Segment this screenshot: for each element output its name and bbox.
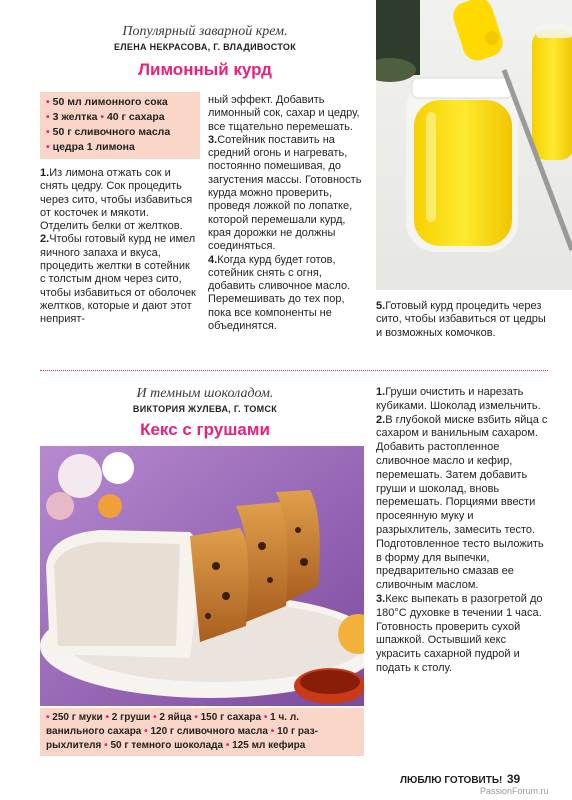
pear-cake-photo [40, 446, 364, 706]
magazine-name: ЛЮБЛЮ ГОТОВИТЬ! [400, 775, 503, 786]
recipe1-column-3 [376, 300, 548, 340]
step: 3.Кекс выпекать в разогретой до 180°С духовке в течении 1 часа. Готовность проверить сухой шпажкой. Остывший кекс украсить сахарной пудрой и подать к столу. [376, 592, 543, 674]
ingredient-line: ванильного сахара • 120 г сливочного масла • 10 г раз- [46, 726, 318, 737]
step: 4.Когда курд будет готов, сотейник снять с огня, добавить сливочное масло. Перемешивать до тех пор, пока все компоненты не объединятся. [208, 253, 351, 333]
step: 2.В глубокой миске взбить яйца с сахаром и ванильным сахаром. Добавить растопленное сливочное масло и кефир, перемешать. Затем добавить груши и шоколад, вновь перемешать. Порциями ввести просеянную муку и разрыхлитель, замесить тесто. Подготовленное тесто выложить в форму для выпечки, предварительно смазав ее сливочным маслом. [376, 413, 548, 592]
recipe1-title: Лимонный курд [138, 60, 272, 79]
ingredient-line: рыхлителя • 50 г темного шоколада • 125 мл кефира [46, 740, 306, 751]
watermark: PassionForum.ru [480, 786, 549, 796]
recipe1-intro: Популярный заварной крем. [122, 24, 288, 39]
step: 1.Груши очистить и нарезать кубиками. Шоколад измельчить. [376, 386, 541, 412]
recipe1-column-2 [208, 94, 368, 333]
recipe1-ingredients [40, 92, 200, 159]
lemon-curd-photo [376, 0, 572, 290]
step: 5.Готовый курд процедить через сито, чтобы избавиться от цедры и возможных комочков. [376, 300, 546, 339]
recipe2-title: Кекс с грушами [140, 420, 270, 439]
recipe1-column-1 [40, 167, 198, 327]
page-number: 39 [506, 772, 521, 786]
step: 2.Чтобы готовый курд не имел яичного запаха и вкуса, процедить желтки в сотейник с толстым дном через сито, чтобы избавиться от оболочек желтков, которые и дают этот неприят- [40, 233, 196, 326]
step: 1.Из лимона отжать сок и снять цедру. Сок процедить через сито, чтобы избавиться от косточек и мякоти. Отделить белки от желтков. [40, 167, 193, 233]
recipe2-steps [376, 386, 548, 676]
recipe2-author: ВИКТОРИЯ ЖУЛЕВА, Г. ТОМСК [132, 404, 278, 414]
recipe1-author: ЕЛЕНА НЕКРАСОВА, Г. ВЛАДИВОСТОК [113, 42, 297, 52]
step: ный эффект. Добавить лимонный сок, сахар и цедру, все тщательно перемешать. [208, 94, 360, 133]
section-divider [40, 370, 548, 371]
ingredient-item: • 50 мл лимонного сока [46, 96, 168, 108]
recipe2-ingredients [40, 708, 364, 756]
ingredient-item: • цедра 1 лимона [46, 141, 135, 153]
ingredient-line: • 250 г муки • 2 груши • 2 яйца • 150 г сахара • 1 ч. л. [46, 712, 299, 723]
ingredient-item: • 3 желтка • 40 г сахара [46, 111, 165, 123]
recipe2-intro: И темным шоколадом. [136, 386, 274, 401]
ingredient-item: • 50 г сливочного масла [46, 126, 171, 138]
step: 3.Сотейник поставить на средний огонь и нагревать, постоянно помешивая, до загустения массы. Готовность курда можно проверить, проведя ложкой по лопатке, которой перемешали курд, края дорожки не должны соединяться. [208, 133, 362, 253]
